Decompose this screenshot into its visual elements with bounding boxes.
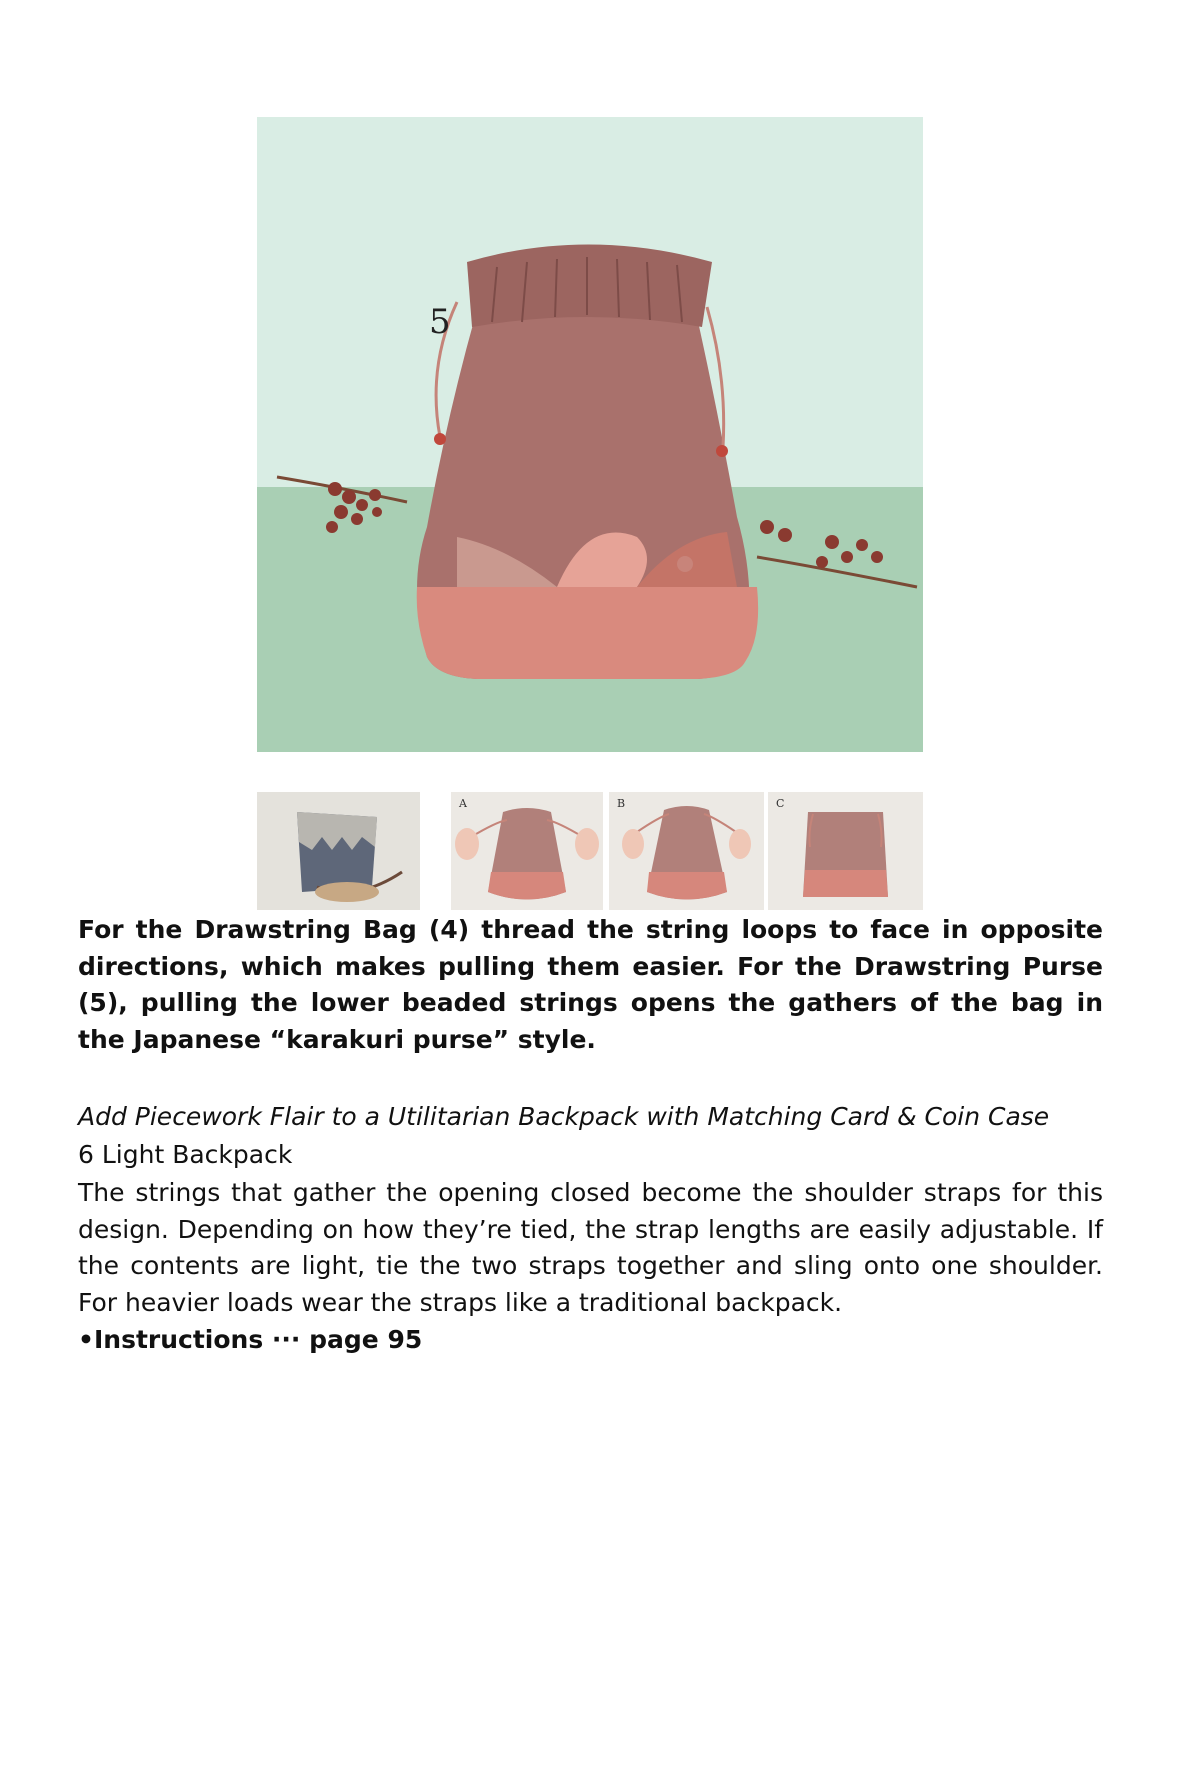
step-letter: B <box>617 797 626 810</box>
item-description: The strings that gather the opening closed become the shoulder straps for this design. Depending on how they’re tied, the strap lengths are easily adjustable. If the contents are light, tie the two straps together and sling onto one shoulder. For heavier loads wear the straps like a traditional backpack. <box>78 1178 1103 1318</box>
step-letter: C <box>776 797 785 810</box>
photo-caption: For the Drawstring Bag (4) thread the string loops to face in opposite directions, which makes pulling them easier. For the Drawstring Purse (5), pulling the lower beaded strings opens the gathers of the bag in the Japanese “karakuri purse” style. <box>78 915 1103 1054</box>
drawstring-purse-illustration <box>257 117 923 752</box>
instructions-reference: •Instructions ··· page 95 <box>78 1325 423 1354</box>
photo-number-label: 5 <box>429 302 451 342</box>
drawstring-bag-illustration <box>257 792 420 910</box>
thumbnail-step-a <box>451 792 603 910</box>
section-subtitle: Add Piecework Flair to a Utilitarian Backpack with Matching Card & Coin Case <box>78 1102 1050 1131</box>
thumbnail-drawstring-bag <box>257 792 420 910</box>
main-photo <box>257 117 923 752</box>
thumbnail-step-b <box>609 792 764 910</box>
step-b-illustration <box>609 792 764 910</box>
thumbnail-step-c <box>768 792 923 910</box>
step-c-illustration <box>768 792 923 910</box>
step-letter: A <box>459 797 467 810</box>
step-a-illustration <box>451 792 603 910</box>
item-name: 6 Light Backpack <box>78 1140 293 1169</box>
